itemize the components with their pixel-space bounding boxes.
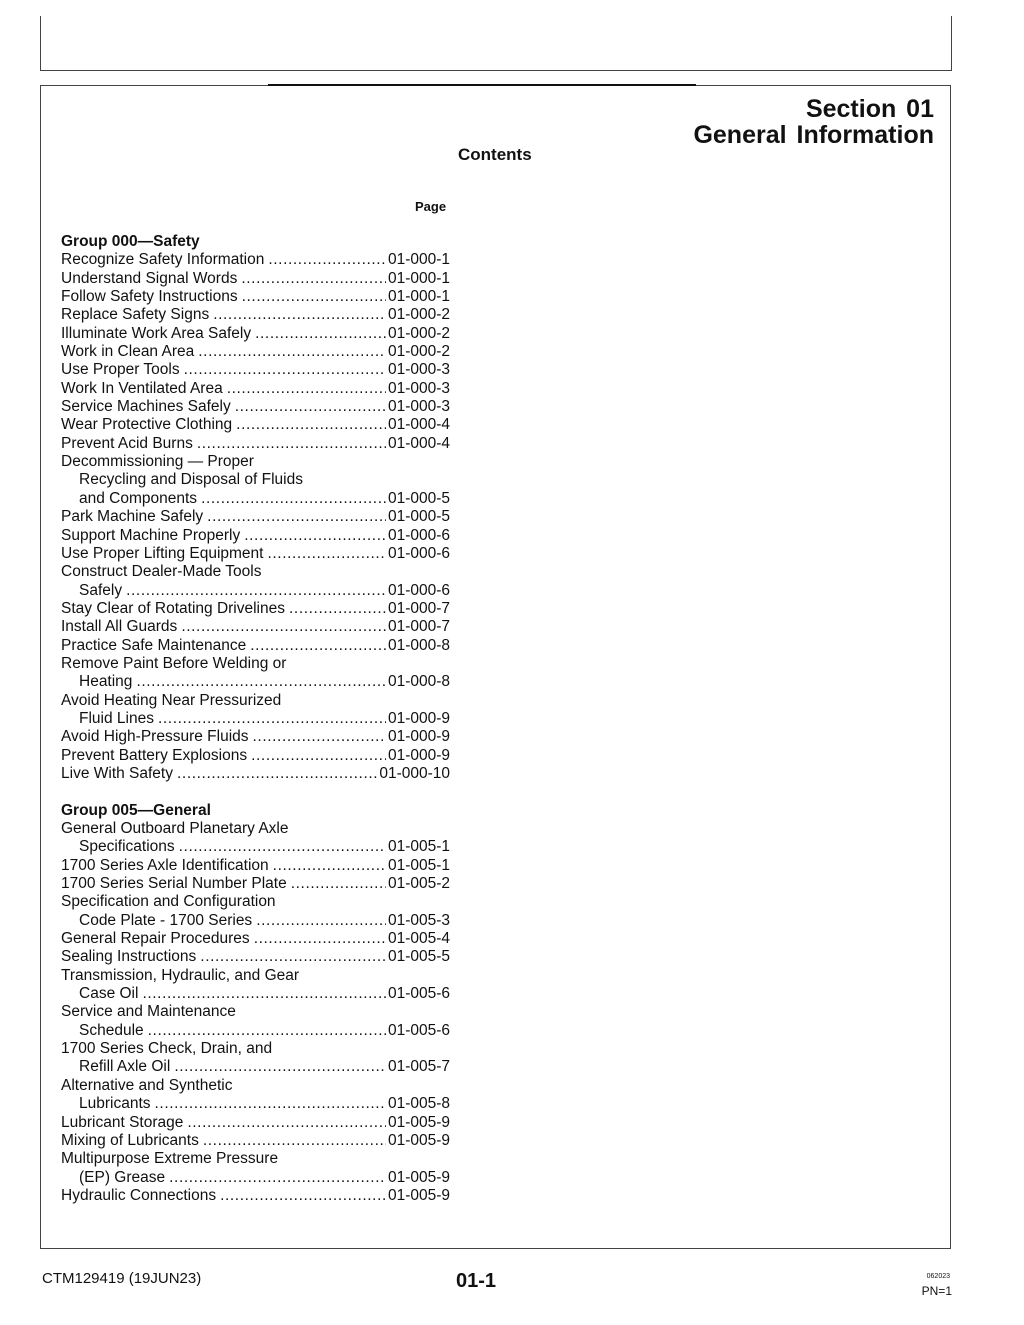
toc-entry[interactable] — [61, 1077, 450, 1114]
toc-entry-row — [61, 600, 450, 618]
toc-entry[interactable] — [61, 508, 450, 526]
toc-entry-page: 01-000-1 — [387, 288, 450, 306]
toc-entry-row — [61, 618, 450, 636]
toc-entry-title: Support Machine Properly — [61, 526, 241, 544]
toc-entry[interactable] — [61, 435, 450, 453]
dot-leader — [244, 527, 386, 545]
toc-entry-page: 01-000-8 — [387, 673, 450, 691]
toc-entry-title: Follow Safety Instructions — [61, 288, 238, 306]
toc-entry-title: Practice Safe Maintenance — [61, 636, 247, 654]
section-heading — [693, 96, 934, 148]
toc-entry-row — [61, 1058, 450, 1076]
toc-entry-row — [61, 398, 450, 416]
toc-entry-title: and Components — [79, 489, 198, 507]
toc-entry-page: 01-000-3 — [387, 361, 450, 379]
dot-leader — [213, 306, 386, 324]
toc-entry-row — [61, 875, 450, 893]
toc-entry[interactable] — [61, 563, 450, 600]
toc-entry-title-line: Service and Maintenance — [61, 1003, 236, 1021]
dot-leader — [155, 1095, 386, 1113]
toc-entry-page: 01-005-1 — [387, 856, 450, 874]
toc-entry-page: 01-005-6 — [387, 985, 450, 1003]
toc-entry-row — [61, 251, 450, 269]
dot-leader — [207, 508, 386, 526]
toc-entry-row — [61, 435, 450, 453]
toc-entry[interactable] — [61, 857, 450, 875]
dot-leader — [200, 948, 386, 966]
toc-entry-title: Use Proper Lifting Equipment — [61, 544, 264, 562]
toc-entry-page: 01-000-9 — [387, 709, 450, 727]
toc-entry-title: Lubricants — [79, 1095, 151, 1113]
toc-entry-page: 01-005-1 — [387, 838, 450, 856]
dot-leader — [158, 710, 386, 728]
toc-entry-title: 1700 Series Serial Number Plate — [61, 875, 287, 893]
dot-leader — [203, 1132, 386, 1150]
toc-entry-title: Code Plate - 1700 Series — [79, 911, 253, 929]
dot-leader — [184, 361, 386, 379]
toc-entry-row — [61, 380, 450, 398]
dot-leader — [242, 288, 386, 306]
toc-entry[interactable] — [61, 1150, 450, 1187]
toc-entry[interactable] — [61, 618, 450, 636]
toc-entry-page: 01-000-9 — [387, 728, 450, 746]
dot-leader — [235, 398, 386, 416]
toc-entry-row — [61, 270, 450, 288]
toc-entry[interactable] — [61, 655, 450, 692]
toc-entry[interactable] — [61, 820, 450, 857]
toc-entry-title: 1700 Series Axle Identification — [61, 856, 269, 874]
toc-entry-page: 01-000-6 — [387, 581, 450, 599]
toc-entry-page: 01-005-5 — [387, 948, 450, 966]
toc-entry[interactable] — [61, 251, 450, 269]
toc-entry[interactable] — [61, 692, 450, 729]
dot-leader — [256, 912, 386, 930]
toc-entry-row — [61, 637, 450, 655]
toc-entry-row — [61, 1022, 450, 1040]
toc-entry[interactable] — [61, 967, 450, 1004]
dot-leader — [227, 380, 386, 398]
toc-entry-title-line: Decommissioning — Proper — [61, 453, 254, 471]
toc-entry-page: 01-005-7 — [387, 1058, 450, 1076]
toc-entry-title: (EP) Grease — [79, 1168, 166, 1186]
toc-entry-title: Prevent Battery Explosions — [61, 746, 248, 764]
dot-leader — [255, 325, 386, 343]
dot-leader — [136, 673, 386, 691]
toc-entry-title-line: General Outboard Planetary Axle — [61, 820, 289, 837]
dot-leader — [187, 1114, 386, 1132]
footer-document-id: CTM129419 (19JUN23) — [42, 1270, 202, 1287]
toc-entry-row — [61, 288, 450, 306]
toc-entry-title: Park Machine Safely — [61, 508, 204, 526]
toc-entry-title: Lubricant Storage — [61, 1113, 184, 1131]
toc-entry-row — [61, 673, 450, 691]
toc-entry[interactable] — [61, 1187, 450, 1205]
toc-entry-page: 01-005-9 — [387, 1186, 450, 1204]
dot-leader — [291, 875, 386, 893]
top-frame — [40, 16, 952, 71]
dot-leader — [126, 582, 386, 600]
footer-page-number: 01-1 — [456, 1270, 497, 1292]
toc-entry[interactable] — [61, 380, 450, 398]
toc-entry-row — [61, 527, 450, 545]
toc-entry[interactable] — [61, 1003, 450, 1040]
toc-entry-page: 01-000-2 — [387, 324, 450, 342]
dot-leader — [201, 490, 386, 508]
toc-entry-row — [61, 1095, 450, 1113]
dot-leader — [253, 728, 386, 746]
toc-entry-title: Safely — [79, 581, 123, 599]
toc-entry[interactable] — [61, 545, 450, 563]
toc-entry-title: Work in Clean Area — [61, 343, 195, 361]
toc-entry-title: Hydraulic Connections — [61, 1186, 217, 1204]
toc-entry[interactable] — [61, 270, 450, 288]
dot-leader — [273, 857, 386, 875]
toc-entry-title: Case Oil — [79, 985, 139, 1003]
toc-entry-title: Understand Signal Words — [61, 269, 238, 287]
toc-entry[interactable] — [61, 416, 450, 434]
toc-entry-page: 01-000-4 — [387, 434, 450, 452]
dot-leader — [142, 985, 386, 1003]
toc-entry-page: 01-005-9 — [387, 1131, 450, 1149]
toc-entry[interactable] — [61, 343, 450, 361]
toc-entry[interactable] — [61, 325, 450, 343]
toc-entry-row — [61, 490, 450, 508]
dot-leader — [220, 1187, 386, 1205]
toc-entry-title: Service Machines Safely — [61, 398, 231, 416]
section-number: Section 01 — [805, 95, 934, 123]
toc-entry-page: 01-000-2 — [387, 306, 450, 324]
dot-leader — [148, 1022, 386, 1040]
toc-entry[interactable] — [61, 1114, 450, 1132]
toc-entry[interactable] — [61, 1132, 450, 1150]
toc-entry[interactable] — [61, 288, 450, 306]
dot-leader — [236, 416, 386, 434]
toc-entry[interactable] — [61, 361, 450, 379]
dot-leader — [289, 600, 386, 618]
toc-entry-page: 01-005-9 — [387, 1113, 450, 1131]
dot-leader — [250, 637, 386, 655]
toc-entry-title: Specifications — [79, 838, 175, 856]
toc-entry-row — [61, 1187, 450, 1205]
toc-entry-page: 01-000-5 — [387, 489, 450, 507]
toc-entry-row — [61, 710, 450, 728]
toc-entry-title-line: Transmission, Hydraulic, and Gear — [61, 966, 300, 984]
toc-entry-page: 01-005-9 — [387, 1168, 450, 1186]
toc-entry[interactable] — [61, 765, 450, 783]
toc-entry-title: Prevent Acid Burns — [61, 434, 193, 452]
toc-entry-page: 01-000-1 — [387, 269, 450, 287]
toc-entry-row — [61, 325, 450, 343]
toc-entry[interactable] — [61, 398, 450, 416]
toc-entry-page: 01-000-4 — [387, 416, 450, 434]
footer-pn: PN=1 — [921, 1284, 952, 1298]
toc-entry-title-line: Remove Paint Before Welding or — [61, 654, 287, 672]
toc-entry-row — [61, 416, 450, 434]
toc-entry-title: Recognize Safety Information — [61, 251, 265, 269]
toc-entry[interactable] — [61, 600, 450, 618]
toc-entry-row — [61, 582, 450, 600]
toc-entry-title-line: Specification and Configuration — [61, 893, 276, 911]
group-heading: Group 005—General — [61, 801, 211, 819]
toc-entry-row — [61, 306, 450, 324]
toc-entry-row — [61, 930, 450, 948]
toc-entry-row — [61, 747, 450, 765]
group-heading: Group 000—Safety — [61, 233, 200, 250]
toc-entry-title: Work In Ventilated Area — [61, 379, 223, 397]
toc-entry-title: Schedule — [79, 1021, 144, 1039]
toc-entry-row — [61, 838, 450, 856]
toc-entry[interactable] — [61, 747, 450, 765]
toc-entry-page: 01-000-10 — [379, 764, 450, 782]
toc-entry-row — [61, 948, 450, 966]
toc-entry-title: Mixing of Lubricants — [61, 1131, 199, 1149]
toc-entry[interactable] — [61, 948, 450, 966]
toc-entry-title-line: Recycling and Disposal of Fluids — [79, 471, 303, 489]
toc-entry-title: Refill Axle Oil — [79, 1058, 171, 1076]
toc-entry-page: 01-000-1 — [387, 251, 450, 269]
toc-entry-title-line: Alternative and Synthetic — [61, 1076, 233, 1094]
toc-entry-row — [61, 912, 450, 930]
toc-entry-row — [61, 728, 450, 746]
toc-entry-title: Illuminate Work Area Safely — [61, 324, 252, 342]
header-rule — [268, 84, 696, 86]
dot-leader — [267, 545, 385, 563]
contents-title: Contents — [458, 145, 532, 164]
toc-entry[interactable] — [61, 875, 450, 893]
toc-entry-page: 01-005-4 — [387, 930, 450, 948]
page-column-label: Page — [415, 199, 447, 214]
toc-entry-title-line: Multipurpose Extreme Pressure — [61, 1150, 279, 1168]
toc-entry[interactable] — [61, 728, 450, 746]
toc-entry-row — [61, 1169, 450, 1187]
toc-entry-title: Install All Guards — [61, 618, 178, 636]
toc-entry-title: Avoid High-Pressure Fluids — [61, 728, 249, 746]
toc-entry[interactable] — [61, 637, 450, 655]
toc-entry[interactable] — [61, 893, 450, 930]
toc-entry-page: 01-000-2 — [387, 343, 450, 361]
toc-entry-title: Wear Protective Clothing — [61, 416, 233, 434]
dot-leader — [268, 251, 386, 269]
toc-entry-page: 01-000-6 — [387, 544, 450, 562]
toc-entry-row — [61, 985, 450, 1003]
dot-leader — [169, 1169, 386, 1187]
footer-print-code: 062023 — [926, 1273, 950, 1280]
toc-entry-title: Live With Safety — [61, 764, 173, 782]
toc-entry-page: 01-000-3 — [387, 379, 450, 397]
section-title: General Information — [693, 121, 934, 149]
toc-entry-title: Sealing Instructions — [61, 948, 197, 966]
toc-entry-title-line: 1700 Series Check, Drain, and — [61, 1040, 273, 1058]
dot-leader — [251, 747, 386, 765]
dot-leader — [179, 838, 386, 856]
toc-entry[interactable] — [61, 1040, 450, 1077]
dot-leader — [197, 435, 386, 453]
toc-entry-title: General Repair Procedures — [61, 930, 250, 948]
toc-entry-row — [61, 765, 450, 783]
toc-entry-page: 01-000-5 — [387, 508, 450, 526]
toc-entry-row — [61, 343, 450, 361]
toc-entry-page: 01-000-7 — [387, 618, 450, 636]
dot-leader — [254, 930, 386, 948]
toc-entry-title: Replace Safety Signs — [61, 306, 210, 324]
toc-entry-row — [61, 508, 450, 526]
toc-entry-page: 01-000-6 — [387, 526, 450, 544]
toc-entry-page: 01-000-9 — [387, 746, 450, 764]
toc-entry[interactable] — [61, 306, 450, 324]
dot-leader — [241, 270, 386, 288]
toc-entry-row — [61, 857, 450, 875]
toc-entry-page: 01-005-6 — [387, 1021, 450, 1039]
group-spacer — [61, 783, 450, 801]
toc-entry-title-line: Construct Dealer-Made Tools — [61, 563, 262, 581]
dot-leader — [198, 343, 386, 361]
toc-entry-row — [61, 545, 450, 563]
toc-entry-title: Heating — [79, 673, 133, 691]
dot-leader — [174, 1058, 386, 1076]
toc-entry-page: 01-000-8 — [387, 636, 450, 654]
toc-entry-page: 01-005-3 — [387, 911, 450, 929]
toc-entry-title: Fluid Lines — [79, 709, 154, 727]
toc-entry-page: 01-000-3 — [387, 398, 450, 416]
toc-entry[interactable] — [61, 453, 450, 508]
toc-entry-row — [61, 1132, 450, 1150]
toc-entry-title: Use Proper Tools — [61, 361, 180, 379]
toc-entry-title-line: Avoid Heating Near Pressurized — [61, 691, 282, 709]
dot-leader — [177, 765, 377, 783]
toc-entry-title: Stay Clear of Rotating Drivelines — [61, 599, 285, 617]
toc-entry-row — [61, 1114, 450, 1132]
dot-leader — [181, 618, 386, 636]
toc-entry-page: 01-005-8 — [387, 1095, 450, 1113]
toc-entry[interactable] — [61, 527, 450, 545]
toc-entry-page: 01-005-2 — [387, 875, 450, 893]
toc-entry-row — [61, 361, 450, 379]
toc-entry-page: 01-000-7 — [387, 599, 450, 617]
table-of-contents — [61, 233, 450, 1205]
toc-entry[interactable] — [61, 930, 450, 948]
